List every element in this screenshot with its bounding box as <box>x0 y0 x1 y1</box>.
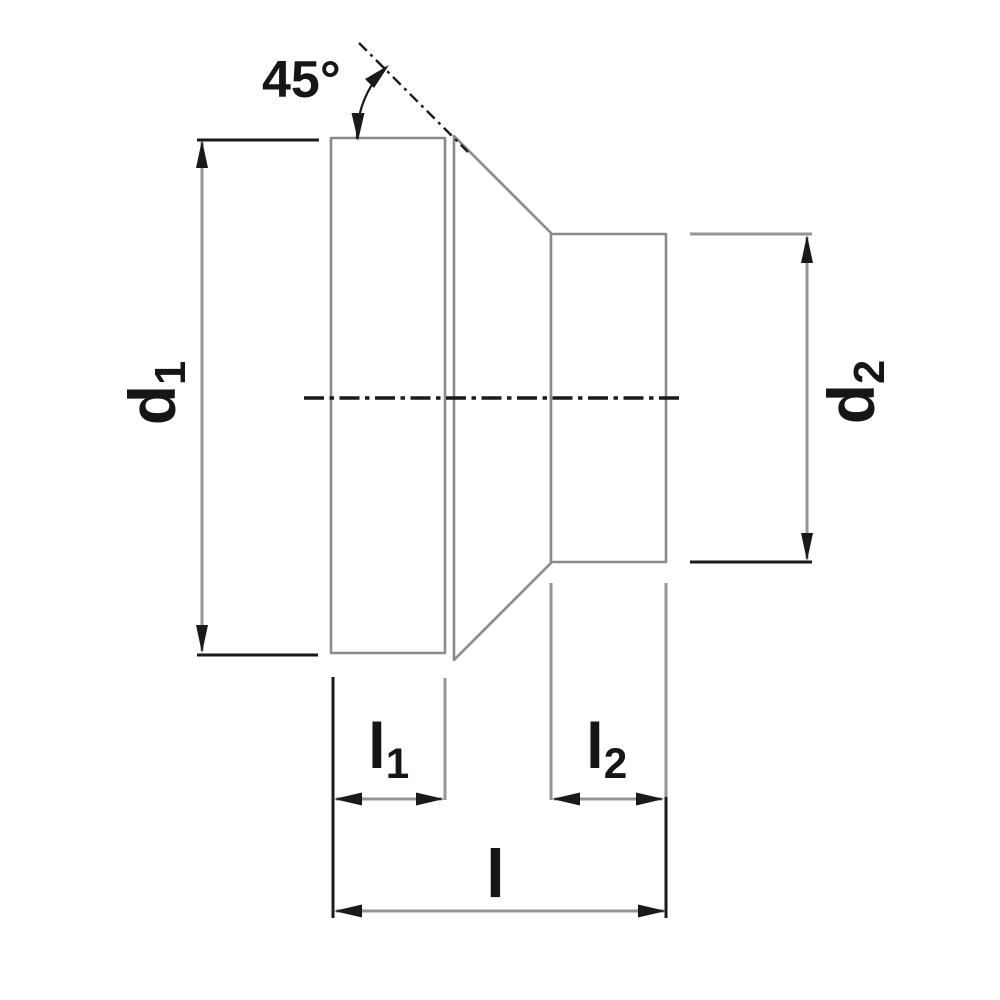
l-base: l <box>486 836 505 912</box>
construction-line-45deg <box>359 43 468 152</box>
d1-arrow-bottom <box>196 625 208 653</box>
large-cylinder-outline <box>331 138 445 653</box>
angle-45-label <box>262 51 341 109</box>
l-arrow-right <box>638 905 666 918</box>
l-label <box>486 836 505 912</box>
l2-arrow-right <box>636 793 664 806</box>
d1-base: d <box>115 384 189 426</box>
d1-label <box>115 313 196 473</box>
l1-base: l <box>368 710 386 782</box>
l-arrow-left <box>334 905 362 918</box>
d1-arrow-top <box>196 140 208 168</box>
d2-arrow-top <box>801 235 813 263</box>
l2-arrow-left <box>552 793 580 806</box>
l2-label <box>586 710 628 788</box>
l1-label <box>368 710 410 788</box>
angle-arrow-up <box>365 65 389 88</box>
d1-subscript: 1 <box>147 360 196 385</box>
d2-arrow-bottom <box>801 533 813 561</box>
l1-arrow-right <box>416 793 444 806</box>
angle-45-text: 45° <box>262 51 341 109</box>
d2-label <box>814 312 895 472</box>
l1-arrow-left <box>334 793 362 806</box>
l2-subscript: 2 <box>603 740 628 788</box>
d2-base: d <box>814 383 888 425</box>
l1-subscript: 1 <box>385 740 410 788</box>
l2-base: l <box>586 710 604 782</box>
d2-subscript: 2 <box>846 359 895 384</box>
